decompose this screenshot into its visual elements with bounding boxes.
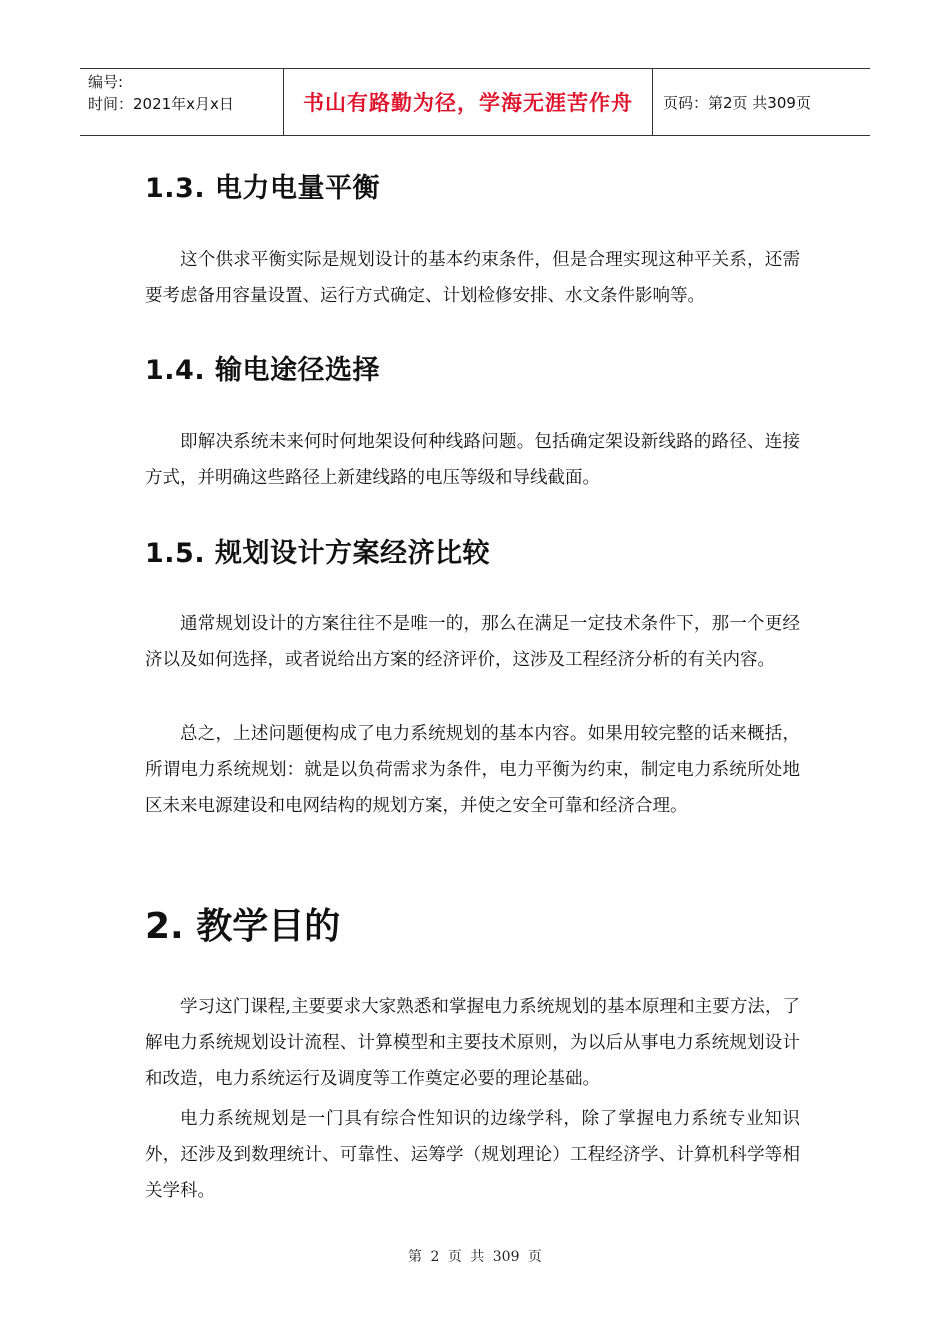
section-summary-paragraph: 总之，上述问题便构成了电力系统规划的基本内容。如果用较完整的话来概括，所谓电力系统规划：就是以负荷需求为条件，电力平衡为约束，制定电力系统所处地区未来电源建设和电网结构的规划方案，并使之安全可靠和经济合理。: [145, 724, 800, 816]
document-time-label: 时间：2021年x月x日: [88, 95, 234, 113]
section-paragraph-1-3: 这个供求平衡实际是规划设计的基本约束条件，但是合理实现这种平关系，还需要考虑备用容量设置、运行方式确定、计划检修安排、水文条件影响等。: [145, 250, 800, 306]
header-page-info: 页码：第2页 共309页: [663, 93, 811, 112]
chapter-heading-2: 2. 教学目的: [145, 906, 341, 947]
section-heading-1-3: 1.3. 电力电量平衡: [145, 173, 380, 204]
section-heading-1-4: 1.4. 输电途径选择: [145, 355, 380, 386]
header-motto: 书山有路勤为径，学海无涯苦作舟: [283, 69, 653, 135]
section-paragraph-1-5: 通常规划设计的方案往往不是唯一的，那么在满足一定技术条件下，那一个更经济以及如何选择，或者说给出方案的经济评价，这涉及工程经济分析的有关内容。: [145, 614, 800, 670]
document-number-label: 编号:: [88, 73, 124, 91]
section-heading-1-5: 1.5. 规划设计方案经济比较: [145, 538, 490, 569]
chapter-paragraph-1: 学习这门课程,主要要求大家熟悉和掌握电力系统规划的基本原理和主要方法，了解电力系统规划设计流程、计算模型和主要技术原则，为以后从事电力系统规划设计和改造，电力系统运行及调度等工作奠定必要的理论基础。: [145, 997, 800, 1089]
section-paragraph-1-4: 即解决系统未来何时何地架设何种线路问题。包括确定架设新线路的路径、连接方式，并明确这些路径上新建线路的电压等级和导线截面。: [145, 432, 800, 488]
page-footer: 第 2 页 共 309 页: [408, 1249, 542, 1265]
chapter-paragraph-2: 电力系统规划是一门具有综合性知识的边缘学科，除了掌握电力系统专业知识外，还涉及到数理统计、可靠性、运筹学（规划理论）工程经济学、计算机科学等相关学科。: [145, 1109, 800, 1201]
header-meta: [80, 69, 283, 135]
page-header: [80, 68, 870, 136]
